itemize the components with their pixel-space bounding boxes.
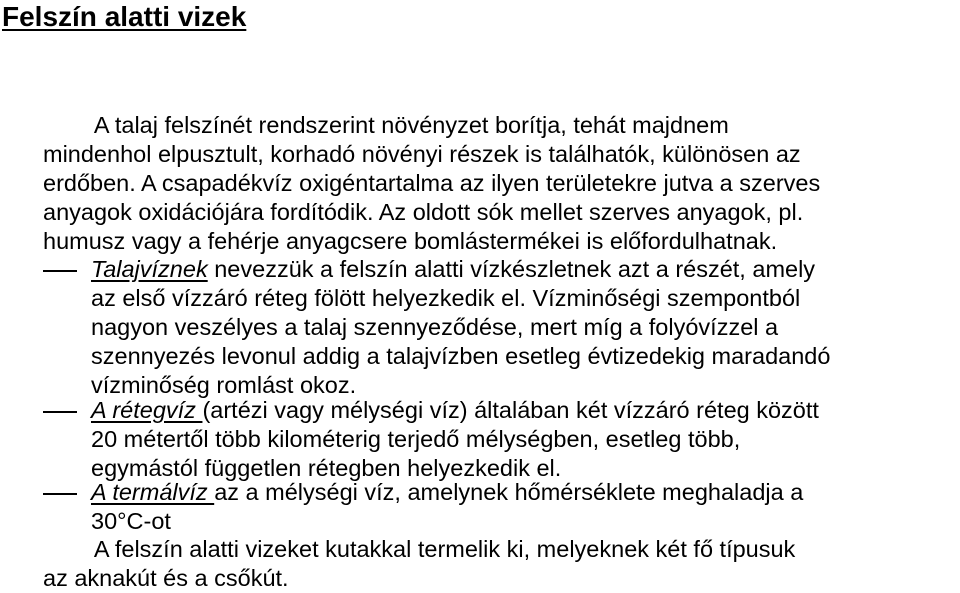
intro-paragraph [43, 111, 820, 256]
intro-line: erdőben. A csapadékvíz oxigéntartalma az ilyen területekre jutva a szerves [43, 170, 821, 197]
dash-bullet-icon [43, 270, 77, 272]
outro-line: A felszín alatti vizeket kutakkal termelik ki, melyeknek két fő típusuk [43, 536, 796, 562]
intro-line: mindenhol elpusztult, korhadó növényi részek is találhatók, különösen az [43, 141, 801, 168]
intro-line: A talaj felszínét rendszerint növényzet borítja, tehát majdnem [43, 112, 729, 138]
bullet-first-line [91, 478, 803, 507]
bullet-line: nagyon veszélyes a talaj szennyeződése, mert míg a folyóvízzel a [91, 314, 779, 341]
bullet-first-line-rest: az a mélységi víz, amelynek hőmérséklete meghaladja a [214, 479, 804, 505]
outro-line: az aknakút és a csőkút. [43, 565, 289, 592]
bullet-line: szennyezés levonul addig a talajvízben esetleg évtizedekig maradandó [91, 343, 831, 370]
bullet-text [91, 396, 819, 483]
outro-paragraph [43, 535, 795, 593]
bullet-first-line-rest: nevezzük a felszín alatti vízkészletnek azt a részét, amely [207, 256, 816, 282]
term-link: A rétegvíz [91, 397, 203, 423]
intro-line: anyagok oxidációjára fordítódik. Az oldott sók mellet szerves anyagok, pl. [43, 199, 804, 226]
intro-line: humusz vagy a fehérje anyagcsere bomlástermékei is előfordulhatnak. [43, 228, 778, 255]
bullet-text [91, 478, 803, 536]
bullet-first-line [91, 255, 830, 284]
bullet-line: egymástól független rétegben helyezkedik el. [91, 455, 562, 482]
bullet-line: az első vízzáró réteg fölött helyezkedik el. Vízminőségi szempontból [91, 285, 801, 312]
bullet-line: vízminőség romlást okoz. [91, 372, 357, 399]
dash-bullet-icon [43, 411, 77, 413]
bullet-line: 20 métertől több kilométerig terjedő mélységben, esetleg több, [91, 426, 741, 453]
term-link: Talajvíznek [91, 256, 208, 282]
bullet-text [91, 255, 830, 400]
bullet-first-line-rest: (artézi vagy mélységi víz) általában két vízzáró réteg között [202, 397, 819, 423]
term-link: A termálvíz [91, 479, 215, 505]
page-title: Felszín alatti vizek [2, 1, 247, 32]
dash-bullet-icon [43, 493, 77, 495]
bullet-first-line [91, 396, 819, 425]
bullet-line: 30°C-ot [91, 508, 171, 535]
